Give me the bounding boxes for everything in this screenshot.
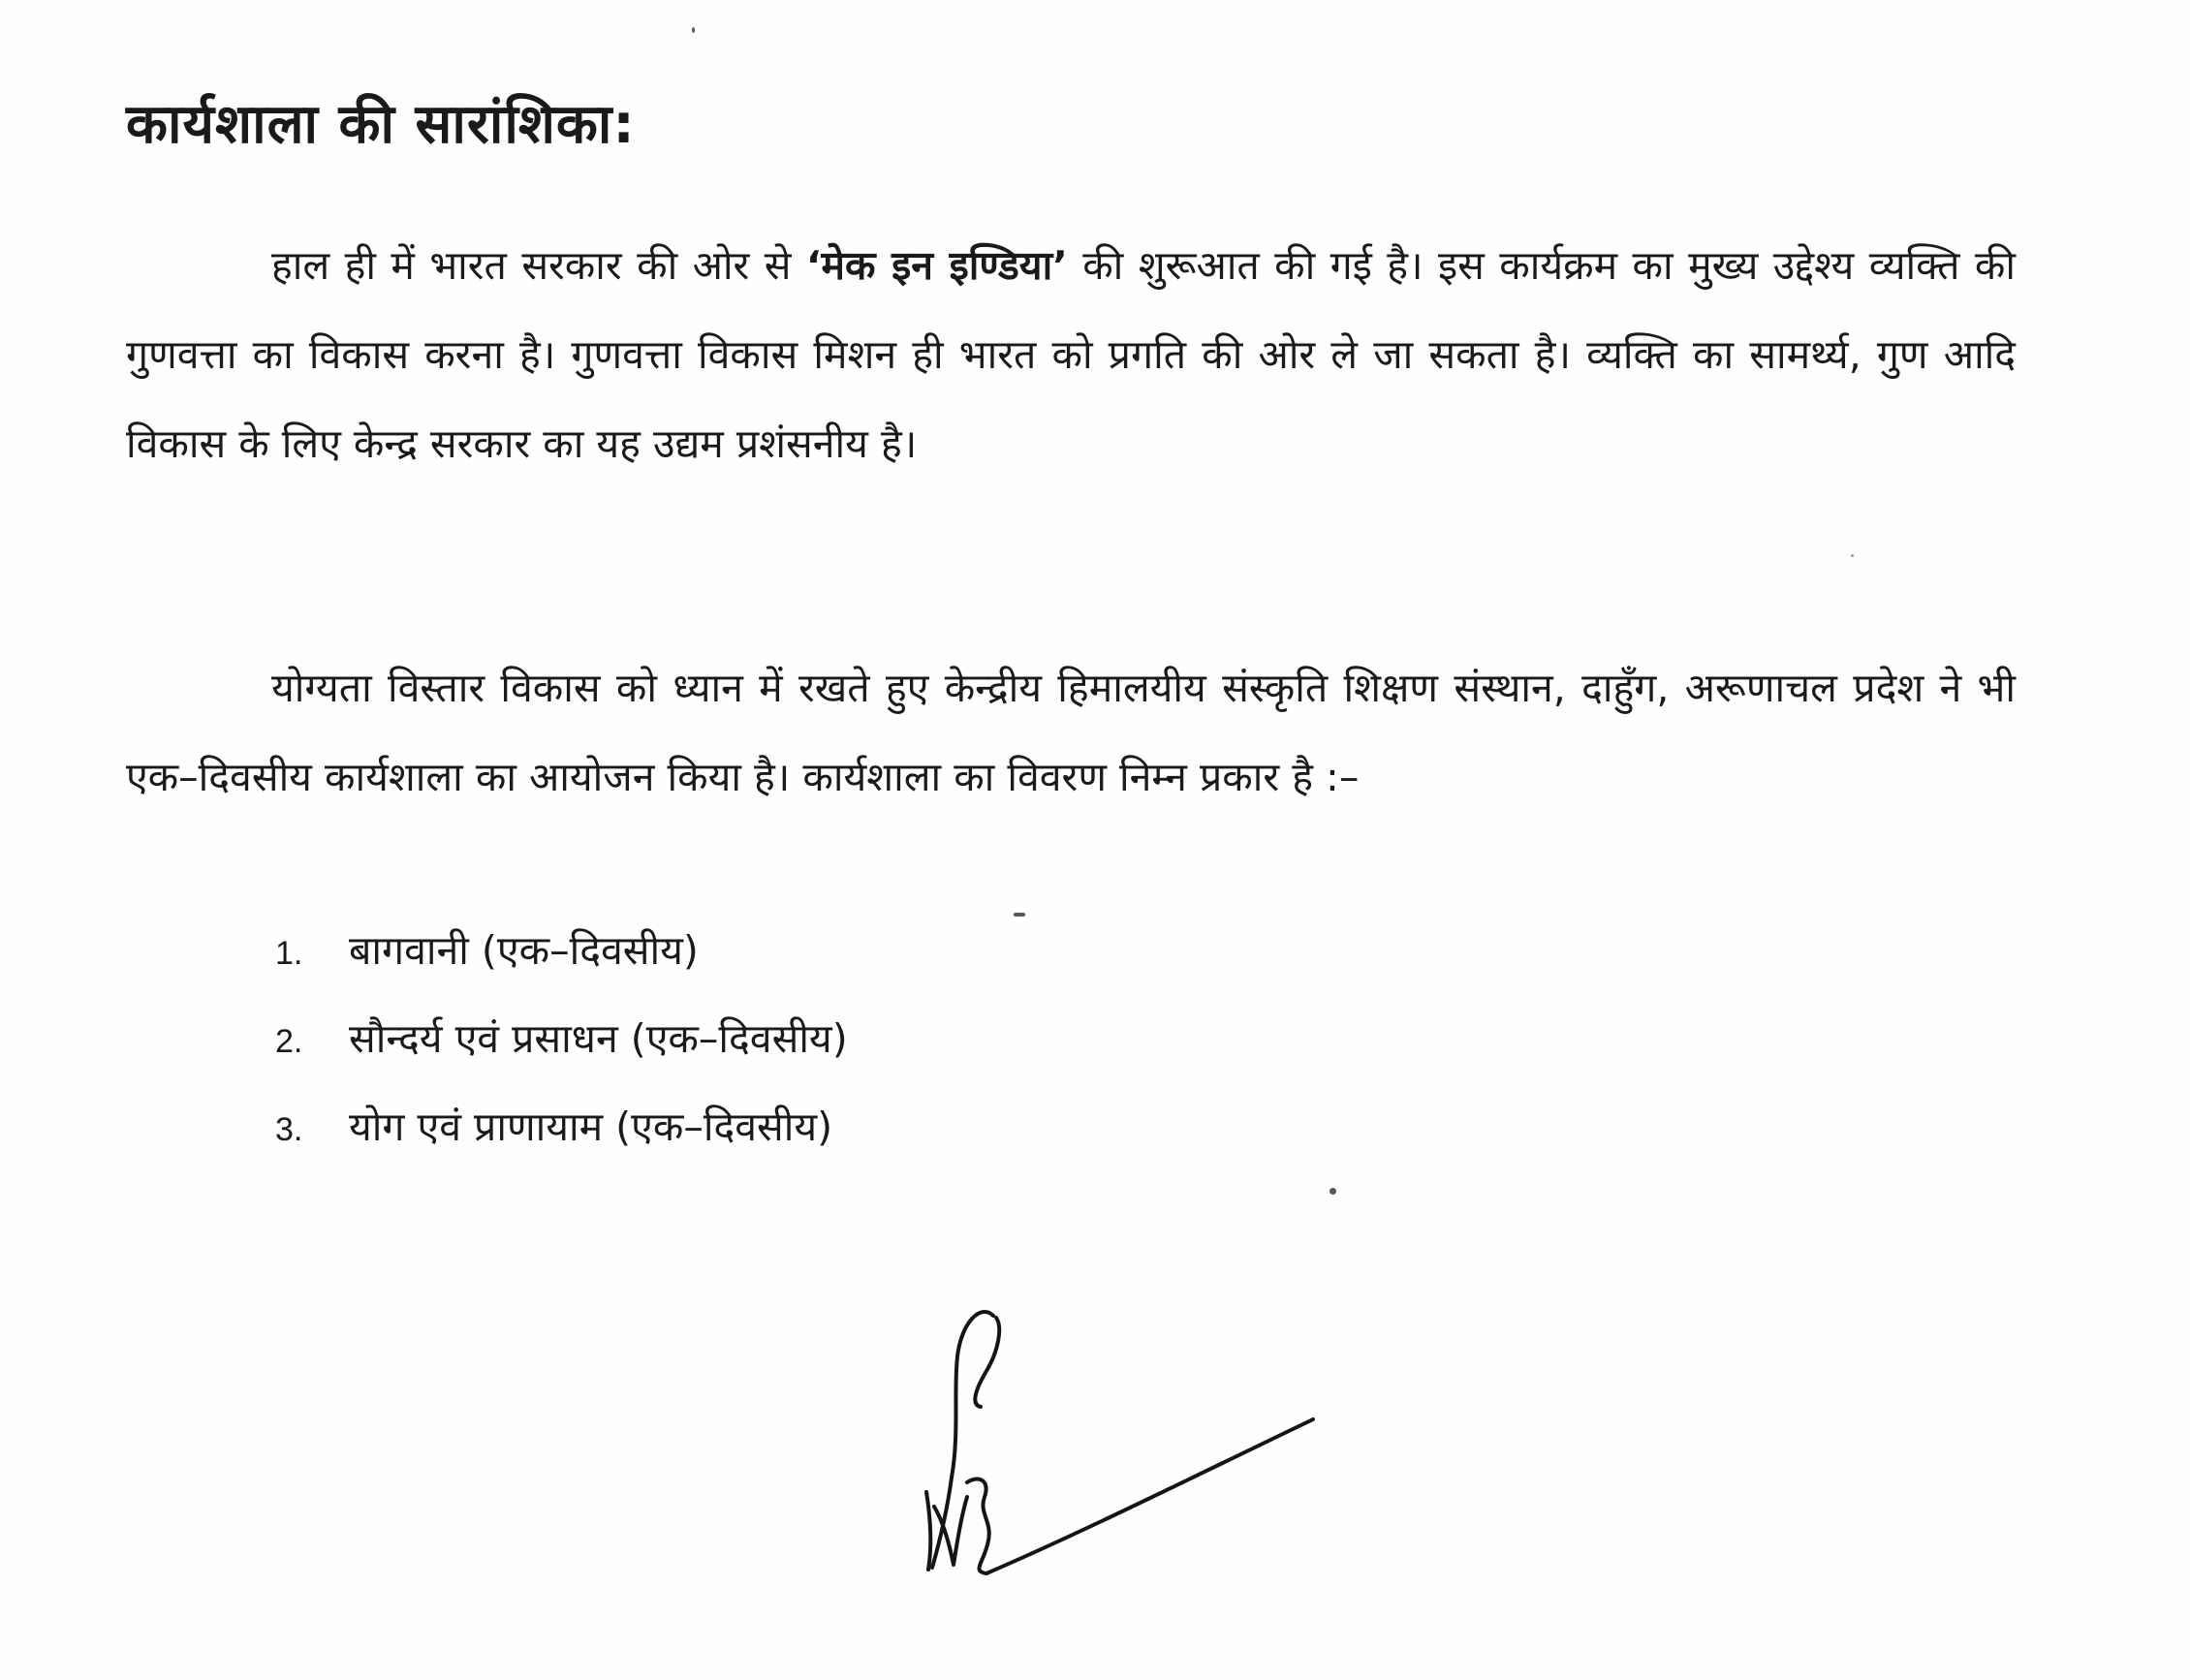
handwritten-signature bbox=[911, 1298, 1318, 1589]
list-item-text: सौन्दर्य एवं प्रसाधन (एक–दिवसीय) bbox=[349, 1015, 848, 1062]
list-item-number: 2. bbox=[275, 1023, 303, 1060]
scan-speck bbox=[1330, 1188, 1336, 1195]
list-item-text: बागवानी (एक–दिवसीय) bbox=[349, 927, 699, 974]
scan-speck bbox=[692, 27, 695, 33]
workshop-list bbox=[275, 907, 848, 1171]
list-item-number: 3. bbox=[275, 1111, 303, 1148]
list-item-text: योग एवं प्राणायाम (एक–दिवसीय) bbox=[349, 1104, 833, 1150]
document-heading: कार्यशाला की सारांशिका: bbox=[126, 93, 636, 156]
scan-speck bbox=[1851, 554, 1854, 557]
scan-speck bbox=[1014, 913, 1025, 917]
list-item-number: 1. bbox=[275, 935, 303, 972]
list-item bbox=[275, 1083, 848, 1171]
paragraph-make-in-india bbox=[126, 221, 2016, 488]
make-in-india-highlight: ‘मेक इन इण्डिया’ bbox=[805, 242, 1068, 289]
paragraph-1-rest: की शुरूआत की गई है। इस कार्यक्रम का मुख्य उद्देश्य व्यक्ति की गुणवत्ता का विकास करना है। गुणवत्ता विकास मिशन ही भारत को प्रगति की ओर ले जा सकता है। व्यक्ति का सामर्थ्य, गुण आदि विकास के लिए केन्द्र सरकार का यह उद्यम प्रशंसनीय है। bbox=[126, 242, 2016, 467]
paragraph-1-lead: हाल ही में भारत सरकार की ओर से bbox=[271, 242, 806, 289]
list-item bbox=[275, 995, 848, 1083]
paragraph-workshop-intro: योग्यता विस्तार विकास को ध्यान में रखते हुए केन्द्रीय हिमालयीय संस्कृति शिक्षण संस्थान, दाहुँग, अरूणाचल प्रदेश ने भी एक–दिवसीय कार्यशाला का आयोजन किया है। कार्यशाला का विवरण निम्न प्रकार है :– bbox=[126, 665, 2016, 800]
list-item bbox=[275, 907, 848, 995]
